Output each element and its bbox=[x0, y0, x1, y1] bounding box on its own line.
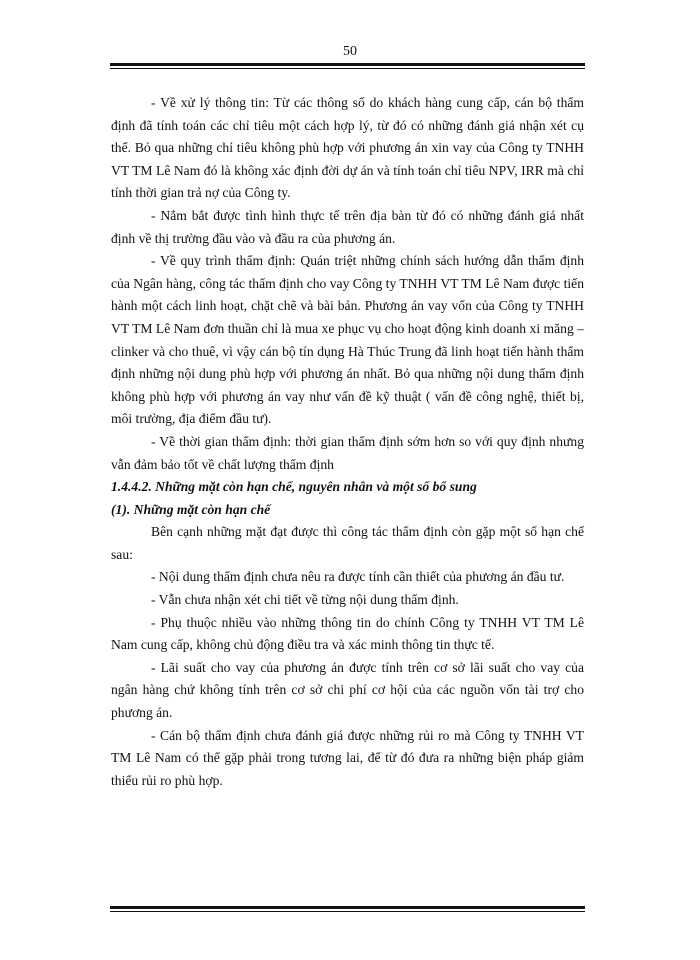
paragraph-info-processing: - Về xử lý thông tin: Từ các thông số do khách hàng cung cấp, cán bộ thẩm định đã tính toán các chỉ tiêu một cách hợp lý, từ đó có những đánh giá nhận xét cụ thể. Bỏ qua những chỉ tiêu không phù hợp với phương án xin vay của Công ty TNHH VT TM Lê Nam đó là không xác định đời dự án và tính toán chỉ tiêu NPV, IRR mà chỉ tính thời gian trả nợ của Công ty. bbox=[111, 95, 584, 201]
page-number: 50 bbox=[343, 44, 357, 59]
paragraph-appraisal-process: - Về quy trình thẩm định: Quán triệt những chính sách hướng dẫn thẩm định của Ngân hàng, công tác thẩm định cho vay Công ty TNHH VT TM Lê Nam được tiến hành một cách linh hoạt, chặt chẽ và bài bản. Phương án vay vốn của Công ty TNHH VT TM Lê Nam đơn thuần chỉ là mua xe phục vụ cho hoạt động kinh doanh xi măng – clinker và cho thuê, vì vậy cán bộ tín dụng Hà Thúc Trung đã linh hoạt tiến hành thẩm định những nội dung phù hợp với phương án nhất. Bỏ qua những nội dung thẩm định không phù hợp với phương án vay như vấn đề kỹ thuật ( vấn đề công nghệ, thiết bị, môi trường, địa điểm đầu tư). bbox=[111, 253, 584, 427]
paragraph-limitation-dependence: - Phụ thuộc nhiều vào những thông tin do chính Công ty TNHH VT TM Lê Nam cung cấp, không chủ động điều tra và xác minh thông tin thực tế. bbox=[111, 614, 584, 653]
subsection-heading: (1). Những mặt còn hạn chế bbox=[111, 501, 271, 517]
paragraph-limitation-necessity: - Nội dung thẩm định chưa nêu ra được tính cần thiết của phương án đầu tư. bbox=[151, 569, 565, 585]
paragraph-limitation-detail: - Vẫn chưa nhận xét chi tiết về từng nội dung thẩm định. bbox=[151, 592, 459, 608]
paragraph-appraisal-time: - Về thời gian thẩm định: thời gian thẩm định sớm hơn so với quy định nhưng vẫn đảm bảo tốt về chất lượng thẩm định bbox=[111, 433, 584, 472]
page-body bbox=[111, 92, 584, 792]
header-rule bbox=[110, 63, 585, 69]
footer-rule bbox=[110, 906, 585, 912]
paragraph-local-situation: - Nắm bắt được tình hình thực tế trên địa bàn từ đó có những đánh giá nhất định về thị trường đầu vào và đầu ra của phương án. bbox=[111, 207, 584, 246]
section-heading: 1.4.4.2. Những mặt còn hạn chế, nguyên nhân và một số bổ sung bbox=[111, 479, 477, 495]
paragraph-limitation-risk: - Cán bộ thẩm định chưa đánh giá được những rủi ro mà Công ty TNHH VT TM Lê Nam có thể gặp phải trong tương lai, để từ đó đưa ra những biện pháp giảm thiểu rủi ro phù hợp. bbox=[111, 727, 584, 788]
paragraph-intro-limitations: Bên cạnh những mặt đạt được thì công tác thẩm định còn gặp một số hạn chế sau: bbox=[111, 524, 584, 562]
paragraph-limitation-interest: - Lãi suất cho vay của phương án được tính trên cơ sở lãi suất cho vay của ngân hàng chứ không tính trên cơ sở chi phí cơ hội của các nguồn vốn tài trợ cho phương án. bbox=[111, 659, 584, 721]
